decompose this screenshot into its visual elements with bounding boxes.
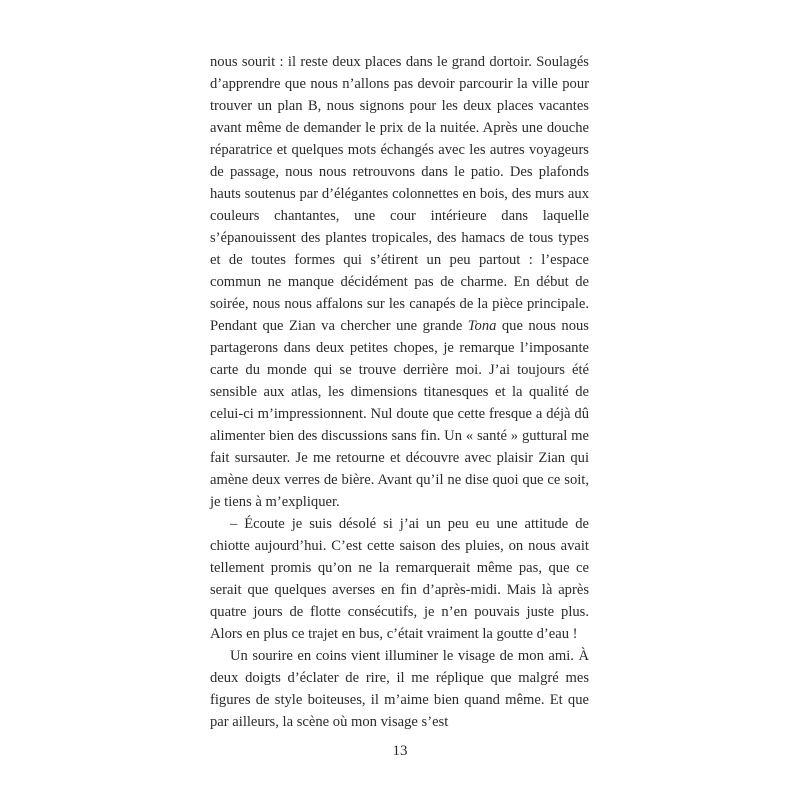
paragraph-1-italic-word: Tona (467, 318, 497, 334)
paragraph-1-text-start: nous sourit : il reste deux places dans le grand dortoir. Soulagés d’apprendre que nous n’allons pas devoir parcourir la ville pour trouver un plan B, nous signons pour les deux places vacantes avant même de demander le prix de la nuitée. Après une douche réparatrice et quelques mots échangés avec les autres voyageurs de passage, nous nous retrouvons dans le patio. Des plafonds hauts soutenus par d’élégantes colonnettes en bois, des murs aux couleurs chantantes, une cour intérieure dans laquelle s’épanouissent des plantes tropicales, des hamacs de tous types et de toutes formes qui s’étirent un peu partout : l’espace commun ne manque décidément pas de charme. En début de soirée, nous nous affalons sur les canapés de la pièce principale. Pendant que Zian va chercher une grande (210, 54, 589, 334)
paragraph-2-text: – Écoute je suis désolé si j’ai un peu eu une attitude de chiotte aujourd’hui. C’est cette saison des pluies, on nous avait tellement promis qu’on ne la remarquerait même pas, que ce serait que quelques averses en fin d’après-midi. Mais là après quatre jours de flotte consécutifs, je n’en pouvais juste plus. Alors en plus ce trajet en bus, c’était vraiment la goutte d’eau ! (210, 516, 589, 642)
paragraph-2 (210, 513, 589, 645)
paragraph-1 (210, 51, 589, 513)
paragraph-3-text: Un sourire en coins vient illuminer le visage de mon ami. À deux doigts d’éclater de rire, il me réplique que malgré mes figures de style boiteuses, il m’aime bien quand même. Et que par ailleurs, la scène où mon visage s’est (210, 648, 589, 730)
paragraph-3 (210, 645, 589, 733)
page-number: 13 (392, 743, 408, 759)
paragraph-1-text-end: que nous nous partagerons dans deux petites chopes, je remarque l’imposante carte du monde qui se trouve derrière moi. J’ai toujours été sensible aux atlas, les dimensions titanesques et la qualité de celui-ci m’impressionnent. Nul doute que cette fresque a déjà dû alimenter bien des discussions sans fin. Un « santé » guttural me fait sursauter. Je me retourne et découvre avec plaisir Zian qui amène deux verres de bière. Avant qu’il ne dise quoi que ce soit, je tiens à m’expliquer. (210, 318, 589, 510)
body-text (210, 51, 589, 733)
